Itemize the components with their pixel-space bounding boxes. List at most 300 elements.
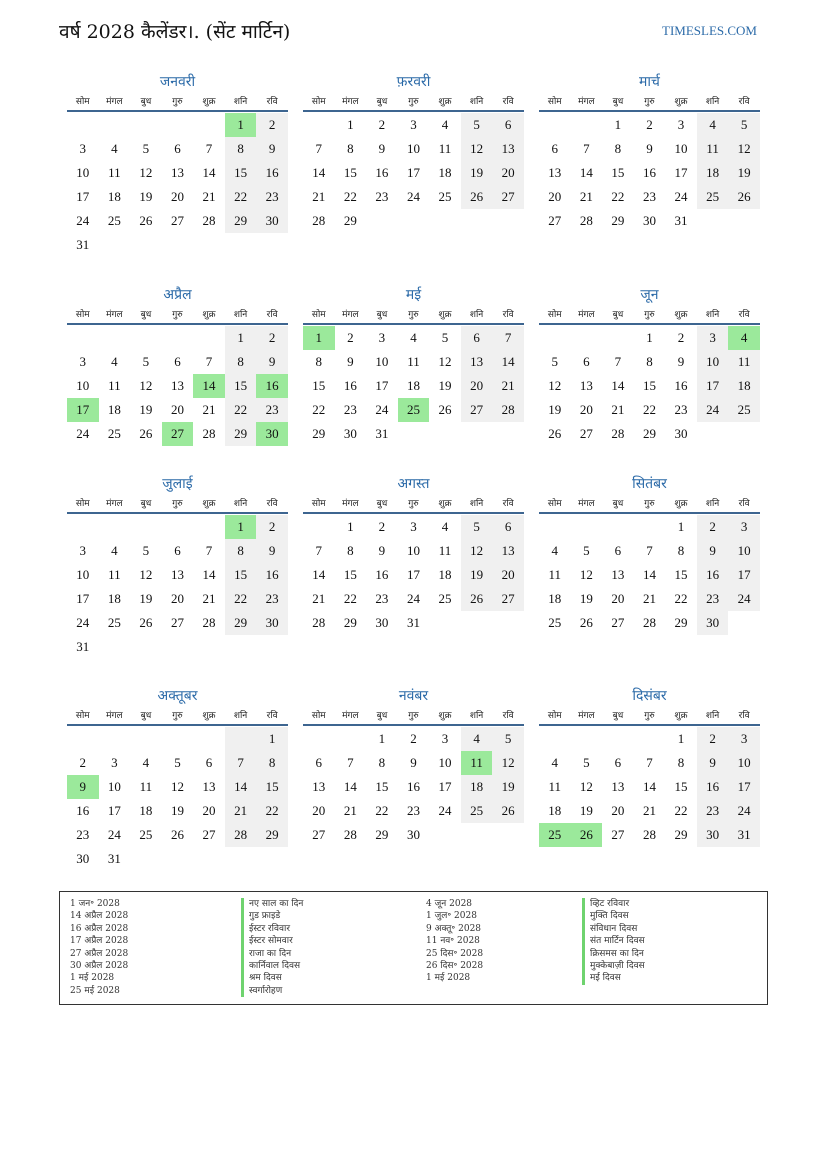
day-cell[interactable]: 2	[697, 727, 729, 751]
day-cell[interactable]: 17	[107, 803, 121, 818]
day-cell[interactable]: 11	[108, 567, 121, 582]
day-cell[interactable]: 3	[79, 354, 87, 369]
day-cell[interactable]: 7	[315, 141, 323, 156]
day-cell[interactable]: 22	[225, 587, 257, 611]
day-cell[interactable]: 25	[139, 827, 153, 842]
day-cell[interactable]: 5	[461, 515, 493, 539]
day-cell[interactable]: 29	[642, 426, 656, 441]
day-cell[interactable]: 18	[107, 591, 121, 606]
day-cell[interactable]: 31	[375, 426, 389, 441]
day-cell[interactable]: 11	[461, 751, 493, 775]
day-cell[interactable]: 19	[579, 591, 593, 606]
day-cell[interactable]: 27	[579, 426, 593, 441]
day-cell[interactable]: 15	[256, 775, 288, 799]
day-cell[interactable]: 16	[256, 374, 288, 398]
day-cell[interactable]: 9	[410, 755, 417, 770]
day-cell[interactable]: 16	[697, 563, 729, 587]
day-cell[interactable]: 10	[76, 567, 90, 582]
day-cell[interactable]: 20	[611, 591, 625, 606]
day-cell[interactable]: 9	[67, 775, 99, 799]
day-cell[interactable]: 7	[205, 543, 213, 558]
day-cell[interactable]: 28	[492, 398, 524, 422]
day-cell[interactable]: 13	[170, 165, 184, 180]
day-cell[interactable]: 28	[312, 615, 326, 630]
day-cell[interactable]: 1	[646, 330, 653, 345]
day-cell[interactable]: 1	[378, 731, 386, 746]
day-cell[interactable]: 29	[375, 827, 389, 842]
day-cell[interactable]: 18	[139, 803, 153, 818]
day-cell[interactable]: 6	[492, 515, 524, 539]
day-cell[interactable]: 19	[170, 803, 184, 818]
day-cell[interactable]: 17	[674, 165, 688, 180]
day-cell[interactable]: 13	[461, 350, 493, 374]
day-cell[interactable]: 24	[674, 189, 688, 204]
day-cell[interactable]: 18	[406, 378, 420, 393]
day-cell[interactable]: 20	[611, 803, 625, 818]
day-cell[interactable]: 24	[76, 615, 90, 630]
day-cell[interactable]: 19	[139, 591, 153, 606]
day-cell[interactable]: 22	[256, 799, 288, 823]
day-cell[interactable]: 22	[312, 402, 326, 417]
day-cell[interactable]: 20	[202, 803, 216, 818]
day-cell[interactable]: 15	[642, 378, 656, 393]
day-cell[interactable]: 18	[548, 803, 562, 818]
day-cell[interactable]: 31	[76, 639, 90, 654]
day-cell[interactable]: 6	[315, 755, 323, 770]
day-cell[interactable]: 29	[343, 213, 357, 228]
day-cell[interactable]: 24	[438, 803, 452, 818]
day-cell[interactable]: 10	[728, 751, 760, 775]
day-cell[interactable]: 21	[611, 402, 625, 417]
day-cell[interactable]: 13	[170, 567, 184, 582]
day-cell[interactable]: 28	[202, 213, 216, 228]
day-cell[interactable]: 13	[492, 137, 524, 161]
day-cell[interactable]: 25	[438, 189, 452, 204]
day-cell[interactable]: 30	[76, 851, 90, 866]
day-cell[interactable]: 14	[193, 374, 225, 398]
day-cell[interactable]: 10	[406, 141, 420, 156]
day-cell[interactable]: 4	[551, 755, 559, 770]
day-cell[interactable]: 4	[697, 113, 729, 137]
day-cell[interactable]: 7	[583, 141, 590, 156]
day-cell[interactable]: 8	[347, 141, 354, 156]
day-cell[interactable]: 16	[256, 563, 288, 587]
day-cell[interactable]: 12	[548, 378, 562, 393]
day-cell[interactable]: 22	[225, 398, 257, 422]
day-cell[interactable]: 9	[256, 350, 288, 374]
day-cell[interactable]: 5	[142, 354, 150, 369]
day-cell[interactable]: 1	[303, 326, 335, 350]
day-cell[interactable]: 19	[548, 402, 562, 417]
day-cell[interactable]: 24	[728, 587, 760, 611]
day-cell[interactable]: 14	[642, 567, 656, 582]
day-cell[interactable]: 6	[583, 354, 590, 369]
day-cell[interactable]: 28	[202, 615, 216, 630]
day-cell[interactable]: 8	[225, 350, 257, 374]
day-cell[interactable]: 12	[438, 354, 452, 369]
day-cell[interactable]: 23	[375, 591, 389, 606]
day-cell[interactable]: 15	[312, 378, 326, 393]
day-cell[interactable]: 7	[646, 755, 653, 770]
day-cell[interactable]: 27	[492, 185, 524, 209]
day-cell[interactable]: 14	[202, 165, 216, 180]
day-cell[interactable]: 3	[441, 731, 449, 746]
day-cell[interactable]: 12	[170, 779, 184, 794]
day-cell[interactable]: 4	[111, 543, 118, 558]
day-cell[interactable]: 1	[347, 117, 354, 132]
day-cell[interactable]: 27	[461, 398, 493, 422]
day-cell[interactable]: 22	[225, 185, 257, 209]
day-cell[interactable]: 4	[551, 543, 559, 558]
day-cell[interactable]: 6	[461, 326, 493, 350]
day-cell[interactable]: 20	[548, 189, 562, 204]
day-cell[interactable]: 11	[438, 141, 452, 156]
day-cell[interactable]: 29	[225, 422, 257, 446]
day-cell[interactable]: 1	[677, 731, 685, 746]
day-cell[interactable]: 27	[170, 615, 184, 630]
day-cell[interactable]: 20	[492, 563, 524, 587]
day-cell[interactable]: 23	[697, 799, 729, 823]
day-cell[interactable]: 10	[76, 165, 90, 180]
day-cell[interactable]: 4	[410, 330, 417, 345]
day-cell[interactable]: 8	[614, 141, 622, 156]
day-cell[interactable]: 9	[646, 141, 653, 156]
day-cell[interactable]: 21	[642, 803, 656, 818]
day-cell[interactable]: 10	[406, 543, 420, 558]
day-cell[interactable]: 13	[492, 539, 524, 563]
day-cell[interactable]: 24	[697, 398, 729, 422]
day-cell[interactable]: 9	[697, 751, 729, 775]
day-cell[interactable]: 30	[697, 611, 729, 635]
day-cell[interactable]: 7	[347, 755, 354, 770]
day-cell[interactable]: 7	[225, 751, 257, 775]
day-cell[interactable]: 27	[492, 587, 524, 611]
day-cell[interactable]: 13	[611, 779, 625, 794]
day-cell[interactable]: 10	[728, 539, 760, 563]
day-cell[interactable]: 6	[174, 141, 181, 156]
day-cell[interactable]: 22	[343, 189, 357, 204]
day-cell[interactable]: 19	[461, 161, 493, 185]
day-cell[interactable]: 23	[343, 402, 357, 417]
day-cell[interactable]: 12	[139, 378, 153, 393]
day-cell[interactable]: 4	[111, 354, 118, 369]
day-cell[interactable]: 18	[728, 374, 760, 398]
day-cell[interactable]: 3	[410, 519, 417, 534]
day-cell[interactable]: 15	[225, 161, 257, 185]
day-cell[interactable]: 21	[579, 189, 593, 204]
day-cell[interactable]: 13	[202, 779, 216, 794]
day-cell[interactable]: 24	[406, 189, 420, 204]
day-cell[interactable]: 17	[697, 374, 729, 398]
day-cell[interactable]: 5	[441, 330, 449, 345]
day-cell[interactable]: 16	[343, 378, 357, 393]
day-cell[interactable]: 23	[674, 402, 688, 417]
day-cell[interactable]: 20	[170, 402, 184, 417]
day-cell[interactable]: 25	[107, 615, 121, 630]
day-cell[interactable]: 23	[697, 587, 729, 611]
day-cell[interactable]: 23	[76, 827, 90, 842]
day-cell[interactable]: 2	[697, 515, 729, 539]
day-cell[interactable]: 9	[697, 539, 729, 563]
day-cell[interactable]: 27	[548, 213, 562, 228]
day-cell[interactable]: 25	[107, 213, 121, 228]
day-cell[interactable]: 16	[76, 803, 90, 818]
day-cell[interactable]: 19	[139, 189, 153, 204]
day-cell[interactable]: 5	[174, 755, 181, 770]
day-cell[interactable]: 16	[642, 165, 656, 180]
day-cell[interactable]: 18	[461, 775, 493, 799]
day-cell[interactable]: 11	[548, 567, 562, 582]
day-cell[interactable]: 15	[343, 567, 357, 582]
day-cell[interactable]: 19	[728, 161, 760, 185]
day-cell[interactable]: 30	[256, 209, 288, 233]
day-cell[interactable]: 28	[642, 827, 656, 842]
day-cell[interactable]: 12	[728, 137, 760, 161]
day-cell[interactable]: 6	[614, 755, 622, 770]
day-cell[interactable]: 16	[697, 775, 729, 799]
day-cell[interactable]: 7	[205, 141, 213, 156]
day-cell[interactable]: 23	[642, 189, 656, 204]
day-cell[interactable]: 29	[225, 611, 257, 635]
day-cell[interactable]: 15	[225, 563, 257, 587]
day-cell[interactable]: 4	[728, 326, 760, 350]
day-cell[interactable]: 24	[76, 426, 90, 441]
day-cell[interactable]: 23	[375, 189, 389, 204]
day-cell[interactable]: 10	[674, 141, 688, 156]
day-cell[interactable]: 8	[347, 543, 354, 558]
day-cell[interactable]: 31	[107, 851, 121, 866]
day-cell[interactable]: 8	[677, 755, 685, 770]
day-cell[interactable]: 17	[728, 563, 760, 587]
day-cell[interactable]: 8	[315, 354, 323, 369]
day-cell[interactable]: 21	[225, 799, 257, 823]
day-cell[interactable]: 7	[492, 326, 524, 350]
day-cell[interactable]: 29	[611, 213, 625, 228]
day-cell[interactable]: 31	[76, 237, 90, 252]
day-cell[interactable]: 23	[406, 803, 420, 818]
day-cell[interactable]: 1	[256, 727, 288, 751]
day-cell[interactable]: 1	[677, 519, 685, 534]
day-cell[interactable]: 15	[674, 567, 688, 582]
day-cell[interactable]: 26	[139, 615, 153, 630]
day-cell[interactable]: 17	[67, 398, 99, 422]
day-cell[interactable]: 2	[410, 731, 417, 746]
day-cell[interactable]: 10	[107, 779, 121, 794]
day-cell[interactable]: 14	[202, 567, 216, 582]
day-cell[interactable]: 11	[407, 354, 420, 369]
day-cell[interactable]: 17	[375, 378, 389, 393]
day-cell[interactable]: 19	[492, 775, 524, 799]
day-cell[interactable]: 21	[202, 189, 216, 204]
day-cell[interactable]: 1	[347, 519, 354, 534]
day-cell[interactable]: 10	[375, 354, 389, 369]
day-cell[interactable]: 31	[728, 823, 760, 847]
day-cell[interactable]: 18	[107, 402, 121, 417]
day-cell[interactable]: 28	[312, 213, 326, 228]
day-cell[interactable]: 24	[728, 799, 760, 823]
day-cell[interactable]: 30	[343, 426, 357, 441]
day-cell[interactable]: 9	[378, 141, 386, 156]
day-cell[interactable]: 7	[646, 543, 653, 558]
day-cell[interactable]: 25	[438, 591, 452, 606]
day-cell[interactable]: 28	[642, 615, 656, 630]
day-cell[interactable]: 2	[677, 330, 685, 345]
day-cell[interactable]: 30	[375, 615, 389, 630]
day-cell[interactable]: 7	[205, 354, 213, 369]
day-cell[interactable]: 11	[108, 165, 121, 180]
day-cell[interactable]: 11	[697, 137, 729, 161]
day-cell[interactable]: 30	[256, 611, 288, 635]
day-cell[interactable]: 30	[406, 827, 420, 842]
day-cell[interactable]: 4	[461, 727, 493, 751]
day-cell[interactable]: 25	[398, 398, 430, 422]
day-cell[interactable]: 10	[438, 755, 452, 770]
day-cell[interactable]: 17	[76, 189, 90, 204]
day-cell[interactable]: 12	[461, 539, 493, 563]
day-cell[interactable]: 12	[139, 567, 153, 582]
day-cell[interactable]: 31	[674, 213, 688, 228]
day-cell[interactable]: 14	[343, 779, 357, 794]
day-cell[interactable]: 4	[441, 117, 449, 132]
day-cell[interactable]: 22	[674, 591, 688, 606]
day-cell[interactable]: 12	[461, 137, 493, 161]
day-cell[interactable]: 6	[492, 113, 524, 137]
day-cell[interactable]: 12	[492, 751, 524, 775]
day-cell[interactable]: 24	[406, 591, 420, 606]
day-cell[interactable]: 23	[256, 398, 288, 422]
day-cell[interactable]: 2	[256, 326, 288, 350]
day-cell[interactable]: 1	[225, 326, 257, 350]
day-cell[interactable]: 26	[461, 587, 493, 611]
day-cell[interactable]: 23	[256, 185, 288, 209]
day-cell[interactable]: 26	[728, 185, 760, 209]
day-cell[interactable]: 3	[677, 117, 685, 132]
day-cell[interactable]: 3	[378, 330, 386, 345]
day-cell[interactable]: 13	[611, 567, 625, 582]
site-link[interactable]: TIMESLES.COM	[662, 23, 757, 38]
day-cell[interactable]: 13	[548, 165, 562, 180]
day-cell[interactable]: 29	[256, 823, 288, 847]
day-cell[interactable]: 16	[674, 378, 688, 393]
day-cell[interactable]: 29	[225, 209, 257, 233]
day-cell[interactable]: 20	[579, 402, 593, 417]
day-cell[interactable]: 19	[461, 563, 493, 587]
day-cell[interactable]: 28	[343, 827, 357, 842]
day-cell[interactable]: 30	[674, 426, 688, 441]
day-cell[interactable]: 11	[139, 779, 153, 794]
day-cell[interactable]: 4	[111, 141, 118, 156]
day-cell[interactable]: 26	[139, 213, 153, 228]
day-cell[interactable]: 11	[548, 779, 562, 794]
day-cell[interactable]: 22	[642, 402, 656, 417]
day-cell[interactable]: 8	[225, 137, 257, 161]
day-cell[interactable]: 2	[378, 519, 386, 534]
day-cell[interactable]: 19	[139, 402, 153, 417]
day-cell[interactable]: 11	[438, 543, 452, 558]
day-cell[interactable]: 2	[256, 113, 288, 137]
day-cell[interactable]: 26	[579, 615, 593, 630]
day-cell[interactable]: 26	[438, 402, 452, 417]
day-cell[interactable]: 29	[312, 426, 326, 441]
day-cell[interactable]: 25	[728, 398, 760, 422]
day-cell[interactable]: 4	[142, 755, 150, 770]
day-cell[interactable]: 28	[611, 426, 625, 441]
day-cell[interactable]: 14	[642, 779, 656, 794]
day-cell[interactable]: 20	[492, 161, 524, 185]
day-cell[interactable]: 14	[579, 165, 593, 180]
day-cell[interactable]: 30	[256, 422, 288, 446]
day-cell[interactable]: 9	[256, 137, 288, 161]
day-cell[interactable]: 16	[375, 165, 389, 180]
day-cell[interactable]: 15	[375, 779, 389, 794]
day-cell[interactable]: 26	[492, 799, 524, 823]
day-cell[interactable]: 14	[492, 350, 524, 374]
day-cell[interactable]: 25	[539, 823, 571, 847]
day-cell[interactable]: 22	[611, 189, 625, 204]
day-cell[interactable]: 15	[611, 165, 625, 180]
day-cell[interactable]: 2	[378, 117, 386, 132]
day-cell[interactable]: 9	[677, 354, 685, 369]
day-cell[interactable]: 22	[343, 591, 357, 606]
day-cell[interactable]: 14	[611, 378, 625, 393]
day-cell[interactable]: 21	[312, 189, 326, 204]
day-cell[interactable]: 27	[202, 827, 216, 842]
day-cell[interactable]: 12	[579, 567, 593, 582]
day-cell[interactable]: 5	[492, 727, 524, 751]
day-cell[interactable]: 21	[492, 374, 524, 398]
day-cell[interactable]: 21	[642, 591, 656, 606]
day-cell[interactable]: 5	[583, 755, 590, 770]
day-cell[interactable]: 8	[677, 543, 685, 558]
day-cell[interactable]: 17	[728, 775, 760, 799]
day-cell[interactable]: 3	[728, 727, 760, 751]
day-cell[interactable]: 2	[256, 515, 288, 539]
day-cell[interactable]: 18	[697, 161, 729, 185]
day-cell[interactable]: 18	[107, 189, 121, 204]
day-cell[interactable]: 26	[170, 827, 184, 842]
day-cell[interactable]: 17	[406, 165, 420, 180]
day-cell[interactable]: 26	[139, 426, 153, 441]
day-cell[interactable]: 15	[225, 374, 257, 398]
day-cell[interactable]: 19	[579, 803, 593, 818]
day-cell[interactable]: 27	[162, 422, 194, 446]
day-cell[interactable]: 1	[614, 117, 622, 132]
day-cell[interactable]: 17	[406, 567, 420, 582]
day-cell[interactable]: 28	[579, 213, 593, 228]
day-cell[interactable]: 23	[256, 587, 288, 611]
day-cell[interactable]: 6	[205, 755, 213, 770]
day-cell[interactable]: 1	[225, 515, 257, 539]
day-cell[interactable]: 5	[461, 113, 493, 137]
day-cell[interactable]: 15	[343, 165, 357, 180]
day-cell[interactable]: 27	[312, 827, 326, 842]
day-cell[interactable]: 3	[728, 515, 760, 539]
day-cell[interactable]: 14	[312, 165, 326, 180]
day-cell[interactable]: 3	[79, 543, 87, 558]
day-cell[interactable]: 19	[438, 378, 452, 393]
day-cell[interactable]: 8	[378, 755, 386, 770]
day-cell[interactable]: 16	[375, 567, 389, 582]
day-cell[interactable]: 26	[461, 185, 493, 209]
day-cell[interactable]: 22	[375, 803, 389, 818]
day-cell[interactable]: 18	[438, 567, 452, 582]
day-cell[interactable]: 21	[312, 591, 326, 606]
day-cell[interactable]: 5	[583, 543, 590, 558]
day-cell[interactable]: 25	[107, 426, 121, 441]
day-cell[interactable]: 21	[202, 402, 216, 417]
day-cell[interactable]: 8	[256, 751, 288, 775]
day-cell[interactable]: 30	[697, 823, 729, 847]
